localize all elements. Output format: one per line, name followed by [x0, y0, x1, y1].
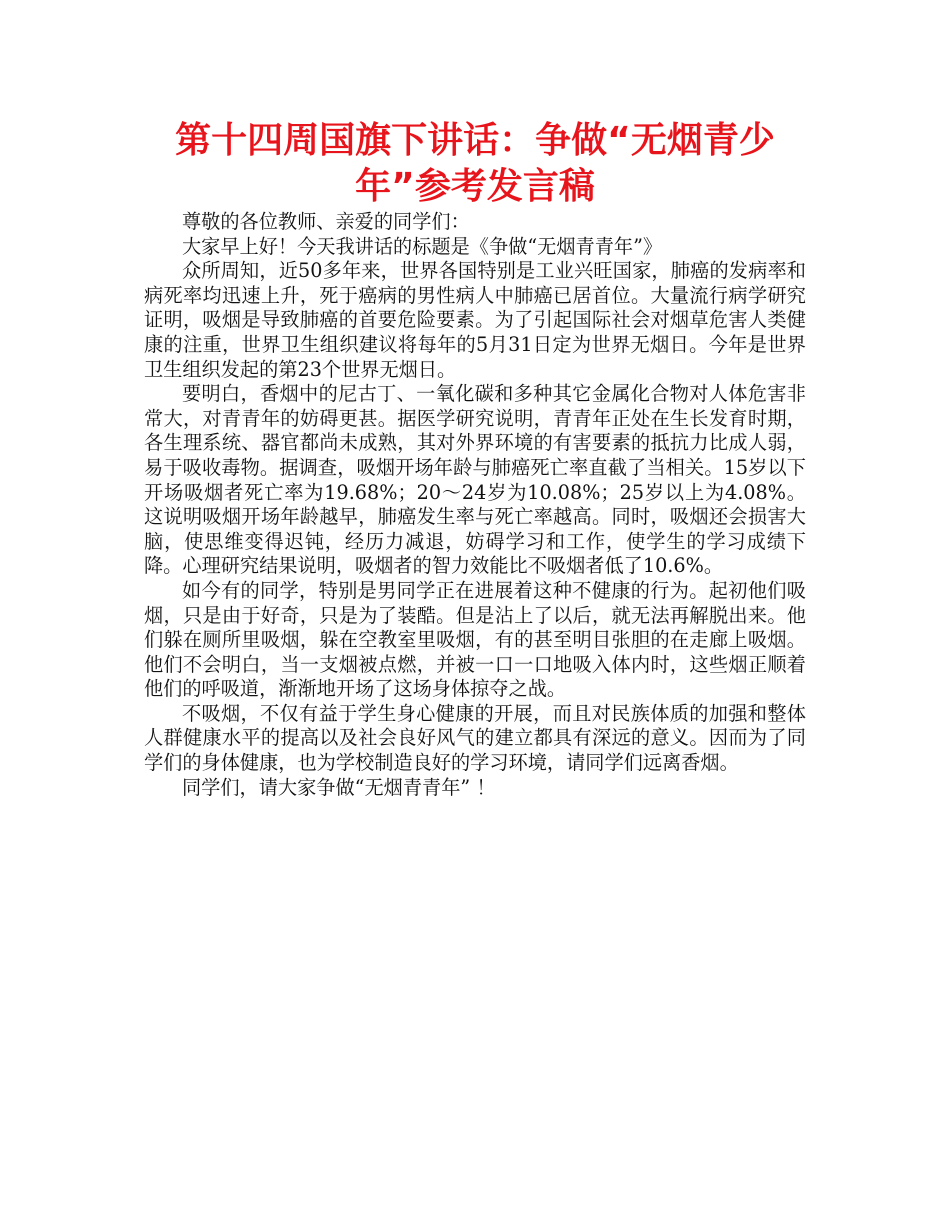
paragraph-nicotine-harm: 要明白，香烟中的尼古丁、一氧化碳和多种其它金属化合物对人体危害非常大，对青青年的妨碍更甚。据医学研究说明，青青年正处在生长发育时期，各生理系统、器官都尚未成熟，其对外界环境的有害要素的抵抗力比成人弱，易于吸收毒物。据调查，吸烟开场年龄与肺癌死亡率直截了当相关。15岁以下开场吸烟者死亡率为19.68%；20～24岁为10.08%；25岁以上为4.08%。这说明吸烟开场年龄越早，肺癌发生率与死亡率越高。同时，吸烟还会损害大脑，使思维变得迟钝，经历力减退，妨碍学习和工作，使学生的学习成绩下降。心理研究结果说明，吸烟者的智力效能比不吸烟者低了10.6%。 [144, 382, 806, 578]
paragraph-lung-cancer: 众所周知，近50多年来，世界各国特别是工业兴旺国家，肺癌的发病率和病死率均迅速上升，死于癌病的男性病人中肺癌已居首位。大量流行病学研究证明，吸烟是导致肺癌的首要危险要素。为了引起国际社会对烟草危害人类健康的注重，世界卫生组织建议将每年的5月31日定为世界无烟日。今年是世界卫生组织发起的第23个世界无烟日。 [144, 259, 806, 381]
document-body [144, 210, 806, 800]
paragraph-greeting: 尊敬的各位教师、亲爱的同学们： [182, 210, 470, 233]
paragraph-intro: 大家早上好！今天我讲话的标题是《争做“无烟青青年”》 [182, 234, 663, 258]
paragraph-benefits: 不吸烟，不仅有益于学生身心健康的开展，而且对民族体质的加强和整体人群健康水平的提高以及社会良好风气的建立都具有深远的意义。因而为了同学们的身体健康，也为学校制造良好的学习环境，请同学们远离香烟。 [144, 701, 806, 775]
paragraph-students-smoking: 如今有的同学，特别是男同学正在进展着这种不健康的行为。起初他们吸烟，只是由于好奇，只是为了装酷。但是沾上了以后，就无法再解脱出来。他们躲在厕所里吸烟，躲在空教室里吸烟，有的甚至明目张胆的在走廊上吸烟。他们不会明白，当一支烟被点燃，并被一口一口地吸入体内时，这些烟正顺着他们的呼吸道，渐渐地开场了这场身体掠夺之战。 [144, 578, 806, 701]
page-title: 第十四周国旗下讲话：争做“无烟青少年”参考发言稿 [175, 120, 775, 207]
paragraph-closing: 同学们，请大家争做“无烟青青年” ！ [182, 775, 496, 799]
